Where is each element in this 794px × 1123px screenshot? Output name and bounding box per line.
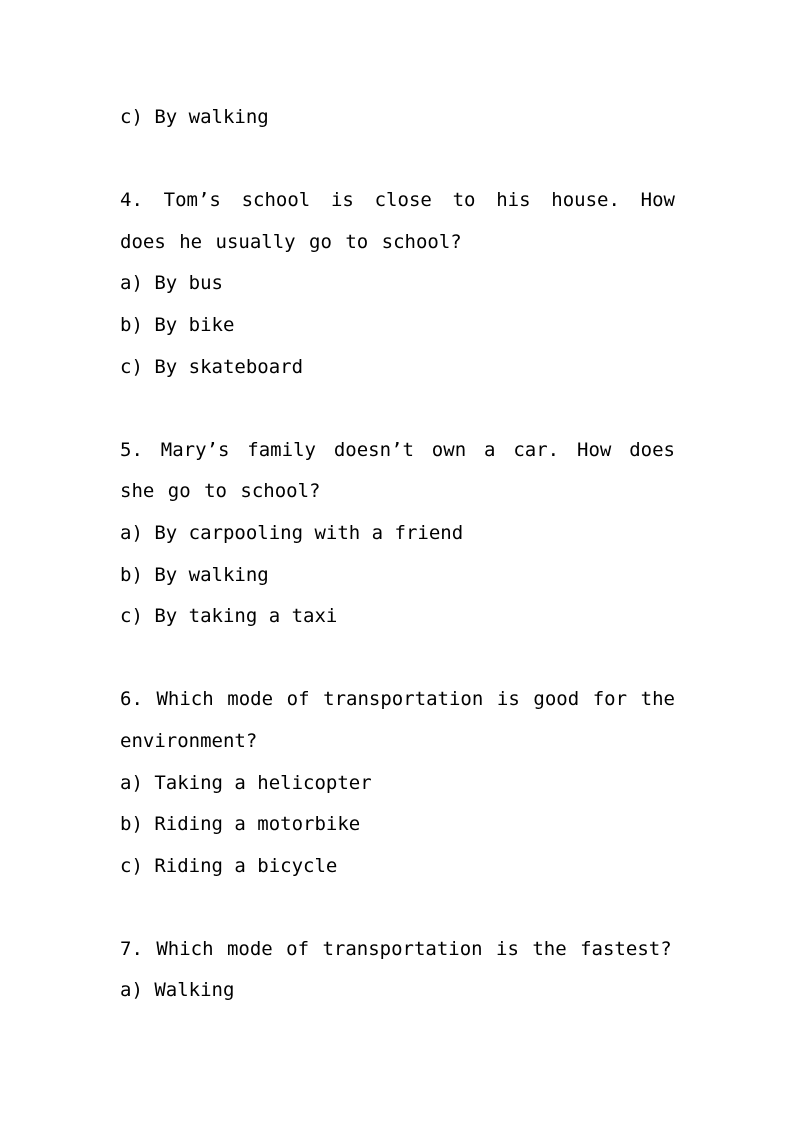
question-5-stem: 5. Mary’s family doesn’t own a car. How does she go to school? [120, 438, 675, 503]
question-6-option-c: c) Riding a bicycle [120, 854, 338, 877]
spacer [120, 887, 675, 929]
question-7-stem: 7. Which mode of transportation is the fastest? [120, 937, 672, 960]
question-7 [120, 929, 675, 1012]
question-5-option-c: c) By taking a taxi [120, 605, 338, 628]
question-6-option-a: a) Taking a helicopter [120, 771, 372, 794]
question-4 [120, 180, 675, 388]
option-c-previous: c) By walking [120, 106, 269, 128]
question-4-option-c: c) By skateboard [120, 355, 304, 378]
question-7-option-a: a) Walking [120, 979, 235, 1002]
question-5 [120, 430, 675, 638]
question-4-option-a: a) By bus [120, 272, 223, 295]
worksheet-page [120, 97, 675, 1012]
spacer [120, 638, 675, 680]
question-6 [120, 679, 675, 887]
question-4-option-b: b) By bike [120, 313, 235, 336]
spacer [120, 139, 675, 181]
question-6-stem: 6. Which mode of transportation is good for the environment? [120, 688, 675, 752]
spacer [120, 388, 675, 430]
question-4-stem: 4. Tom’s school is close to his house. How does he usually go to school? [120, 189, 675, 253]
question-6-option-b: b) Riding a motorbike [120, 813, 361, 836]
question-5-option-a: a) By carpooling with a friend [120, 521, 464, 544]
question-5-option-b: b) By walking [120, 563, 269, 586]
